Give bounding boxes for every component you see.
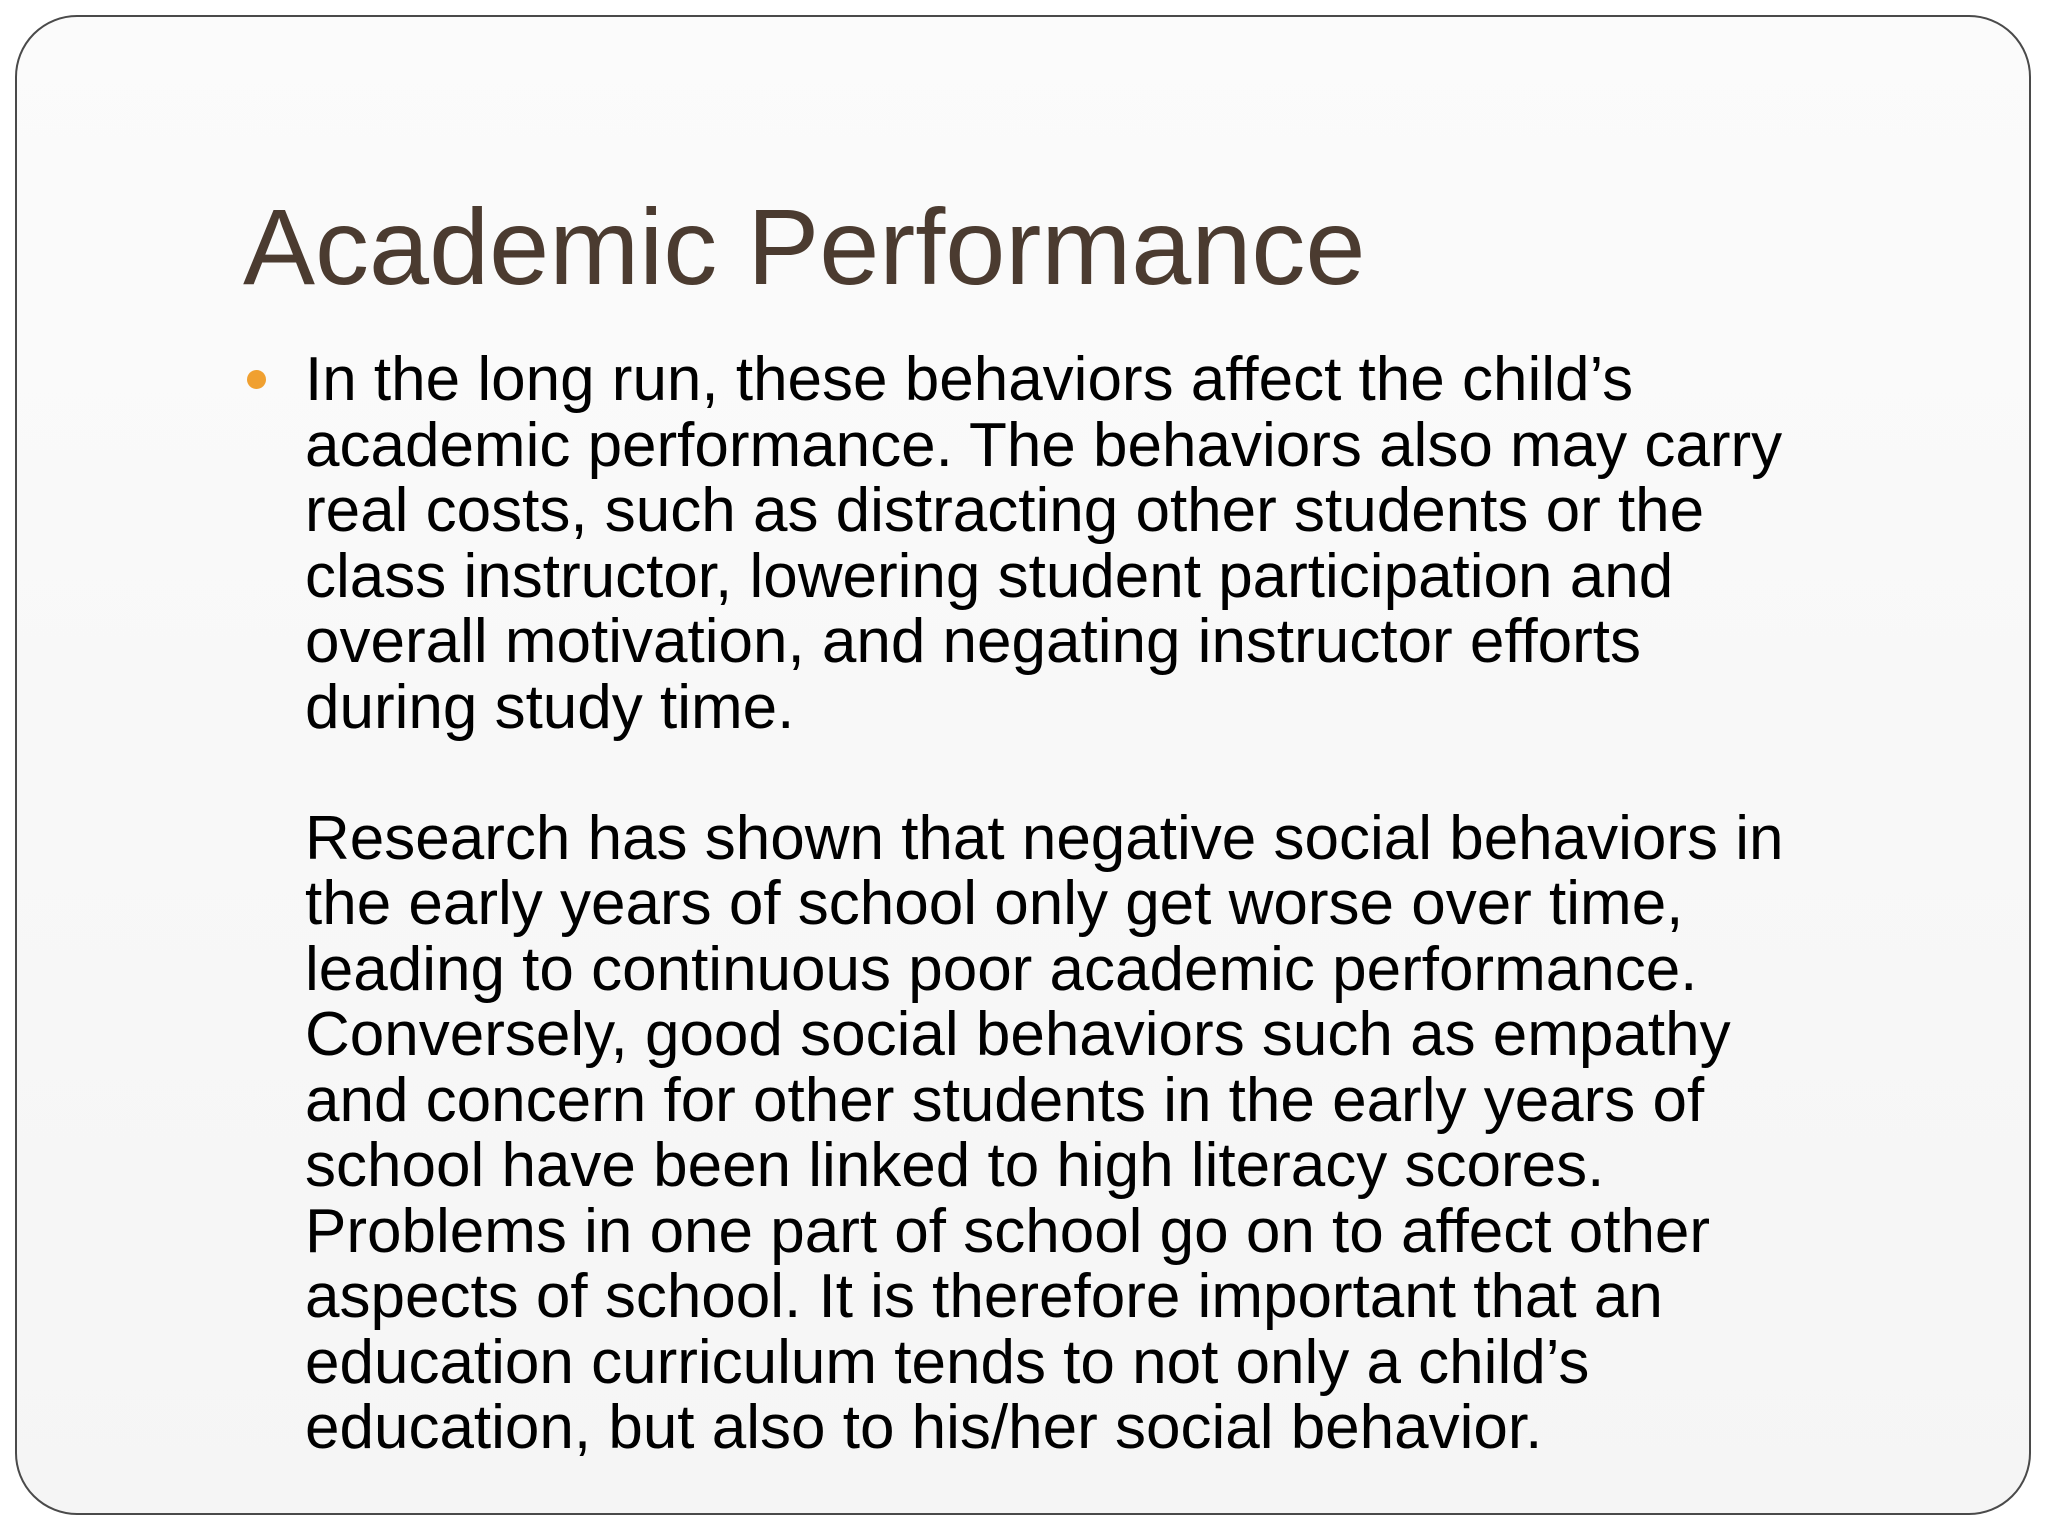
body-line: during study time. <box>305 672 795 742</box>
body-line: class instructor, lowering student participation and <box>305 541 1674 611</box>
body-line: In the long run, these behaviors affect the child’s <box>305 345 1634 414</box>
body-line: Conversely, good social behaviors such as empathy <box>305 1000 1731 1069</box>
body-line: Research has shown that negative social behaviors in <box>305 803 1784 873</box>
body-line: the early years of school only get worse over time, <box>305 869 1684 938</box>
body-line: overall motivation, and negating instructor efforts <box>305 607 1642 676</box>
bullet-dot-icon <box>247 370 266 389</box>
body-line: leading to continuous poor academic performance. <box>305 934 1698 1004</box>
body-line: academic performance. The behaviors also may carry <box>305 410 1783 480</box>
paragraph-gap <box>305 740 1985 806</box>
slide-body <box>305 347 1985 1461</box>
slide-frame <box>15 15 2031 1515</box>
body-line: school have been linked to high literacy scores. <box>305 1131 1605 1200</box>
body-line: Problems in one part of school go on to affect other <box>305 1196 1711 1266</box>
body-line: and concern for other students in the early years of <box>305 1065 1705 1135</box>
slide-title: Academic Performance <box>243 186 1366 307</box>
body-line: aspects of school. It is therefore important that an <box>305 1262 1663 1331</box>
body-line: real costs, such as distracting other students or the <box>305 476 1705 545</box>
body-line: education, but also to his/her social behavior. <box>305 1393 1543 1462</box>
body-line: education curriculum tends to not only a child’s <box>305 1327 1590 1397</box>
